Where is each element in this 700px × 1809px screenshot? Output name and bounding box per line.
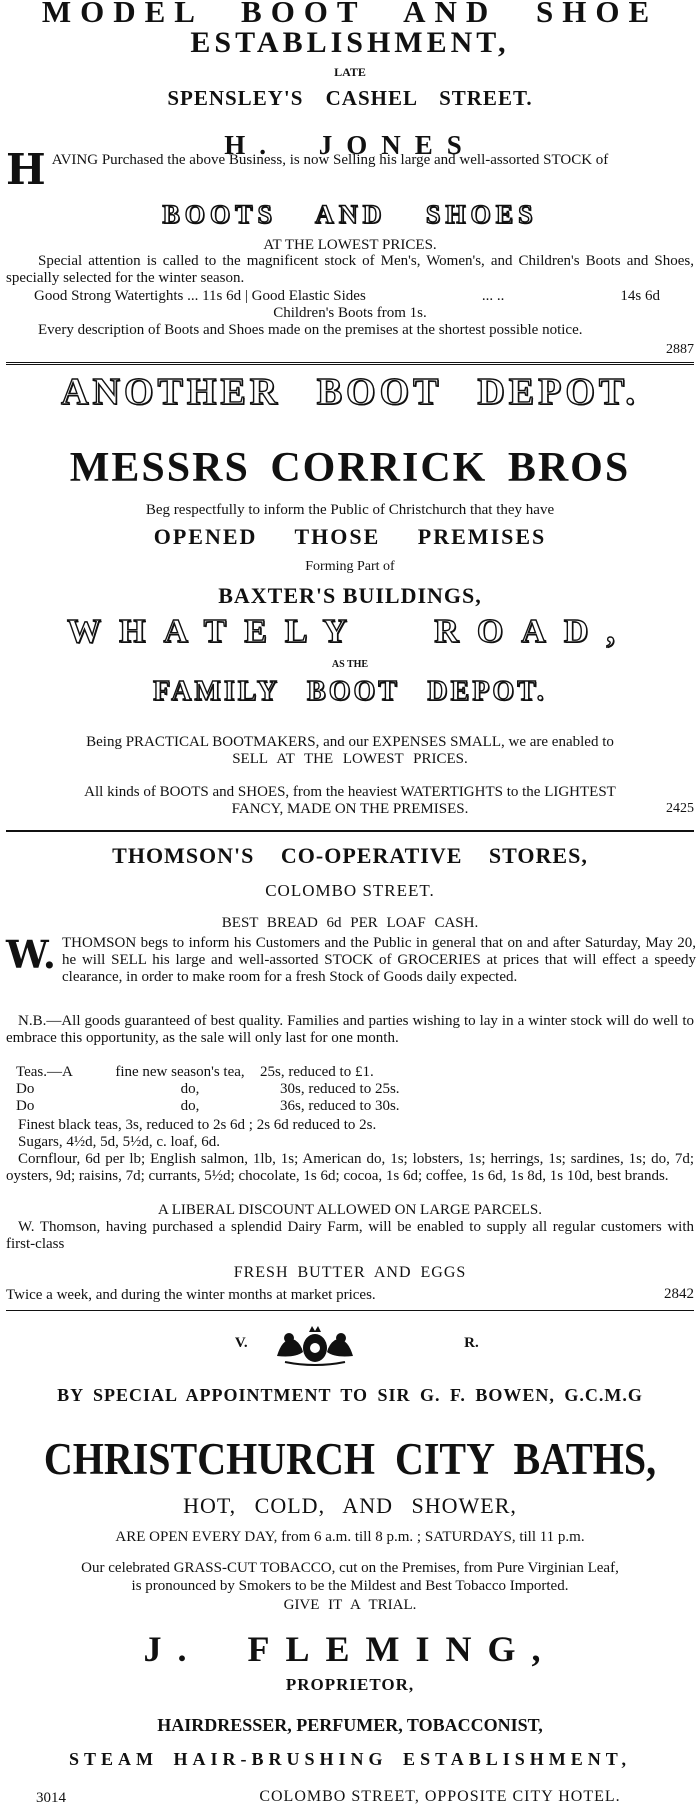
ad3-tea-list (0, 1064, 700, 1115)
ad2-practical: Being PRACTICAL BOOTMAKERS, and our EXPENSES SMALL, we are enabled to (86, 734, 614, 750)
ad1-price-right: 14s 6d (620, 288, 660, 304)
tea-col-c: 30s, reduced to 25s. (280, 1081, 400, 1097)
tea-col-b: do, (180, 1098, 200, 1114)
ad4-baths-title: CHRISTCHURCH CITY BATHS, (43, 1432, 657, 1485)
divider-3 (6, 1310, 694, 1311)
ad2-sell: SELL AT THE LOWEST PRICES. (232, 751, 468, 767)
ad4-hot-cold: HOT, COLD, AND SHOWER, (183, 1493, 517, 1518)
ad3-discount: A LIBERAL DISCOUNT ALLOWED ON LARGE PARCELS. (157, 1202, 543, 1218)
ad4-v: V. (234, 1335, 248, 1352)
royal-coat-of-arms-icon (265, 1322, 365, 1366)
ad3-tea-row (0, 1064, 700, 1081)
ad1-children-boots: Children's Boots from 1s. (273, 305, 427, 321)
ad4-trial: GIVE IT A TRIAL. (283, 1597, 417, 1613)
ad4-open-hours: ARE OPEN EVERY DAY, from 6 a.m. till 8 p.m. ; SATURDAYS, till 11 p.m. (115, 1529, 585, 1545)
tea-col-c: 36s, reduced to 30s. (280, 1098, 400, 1114)
ad2-kinds: All kinds of BOOTS and SHOES, from the heaviest WATERTIGHTS to the LIGHTEST (84, 784, 616, 800)
ad1-title-line2: ESTABLISHMENT, (190, 26, 510, 59)
ad1-ref-number: 2887 (666, 342, 694, 357)
ad2-road: WHATELY ROAD, (67, 613, 633, 650)
ad1-every-description: Every description of Boots and Shoes made on the premises at the shortest possible notice. (38, 322, 583, 338)
ad1-proprietor-name: H. JONES (224, 130, 476, 160)
ad3-sugars: Sugars, 4½d, 5d, 5½d, c. loaf, 6d. (18, 1134, 221, 1150)
ad2-beg: Beg respectfully to inform the Public of Christchurch that they have (145, 502, 555, 518)
ad1-late: LATE (334, 65, 366, 79)
ad2-buildings: BAXTER'S BUILDINGS, (218, 583, 482, 608)
ad1-lowest-prices: AT THE LOWEST PRICES. (263, 237, 437, 253)
ad4-r: R. (464, 1335, 479, 1352)
ad4-tobacco-line1: Our celebrated GRASS-CUT TOBACCO, cut on the Premises, from Pure Virginian Leaf, (81, 1560, 619, 1576)
ad3-bread: BEST BREAD 6d PER LOAF CASH. (221, 915, 479, 931)
tea-col-b: fine new season's tea, (115, 1064, 245, 1080)
ad1-intro-text: AVING Purchased the above Business, is now Selling his large and well-assorted STOCK of (51, 152, 609, 168)
ad3-dropcap: W. (6, 932, 56, 977)
ad2-family-depot: FAMILY BOOT DEPOT. (153, 676, 547, 707)
tea-col-a: Teas.—A (16, 1064, 73, 1080)
ad1-dropcap: H (6, 145, 46, 194)
ad4-proprietor: PROPRIETOR, (285, 1675, 415, 1694)
ad3-intro (6, 932, 696, 986)
ad3-intro-text: THOMSON begs to inform his Customers and the Public in general that on and after Saturday, May 20, he will SELL his large and well-assorted STOCK of GROCERIES at prices that will effect a speedy clearance, in order to make room for a fresh Stock of Goods daily expected. (62, 935, 696, 985)
ad3-cornflour: Cornflour, 6d per lb; English salmon, 1lb, 1s; American do, 1s; lobsters, 1s; herrings, 1s; sardines, 1s; do, 7d; oysters, 9d; raisins, 7d; currants, 5½d; chocolate, 1s 6d; cocoa, 1s 6d; coffee, 1s 6d, 1s 8d, 1s 10d, best brands. (6, 1151, 694, 1184)
ad2-opened: OPENED THOSE PREMISES (153, 524, 547, 549)
ad4-ref-number: 3014 (36, 1790, 66, 1806)
ad4-appointment: BY SPECIAL APPOINTMENT TO SIR G. F. BOWEN, G.C.M.G (57, 1385, 643, 1405)
ad1-price-row (0, 288, 700, 305)
divider-2 (6, 830, 694, 832)
royal-crest-row (0, 1322, 700, 1366)
ad3-dairy: W. Thomson, having purchased a splendid Dairy Farm, will be enabled to supply all regular customers with first-class (6, 1219, 694, 1252)
ad3-butter: FRESH BUTTER AND EGGS (233, 1264, 467, 1281)
ad3-title: THOMSON'S CO-OPERATIVE STORES, (112, 843, 588, 868)
ad2-ref-number: 2425 (666, 801, 694, 816)
tea-col-a: Do (16, 1081, 35, 1097)
ad3-tea-row (0, 1081, 700, 1098)
ad4-proprietor-name: J. FLEMING, (143, 1629, 557, 1669)
ad3-ref-number: 2842 (664, 1286, 694, 1302)
divider-1 (6, 362, 694, 365)
ad3-tea-row (0, 1098, 700, 1115)
ad1-former-owner: SPENSLEY'S CASHEL STREET. (167, 86, 533, 110)
ad2-firm-name: MESSRS CORRICK BROS (69, 445, 631, 491)
ad4-tobacco-line2: is pronounced by Smokers to be the Mildest and Best Tobacco Imported. (131, 1578, 569, 1594)
tea-col-a: Do (16, 1098, 35, 1114)
ad4-trades: HAIRDRESSER, PERFUMER, TOBACCONIST, (157, 1715, 543, 1735)
ad1-special-attention: Special attention is called to the magnificent stock of Men's, Women's, and Children's Boots and Shoes, specially selected for the winter season. (6, 253, 694, 286)
ad1-boots-heading: BOOTS AND SHOES (162, 200, 538, 229)
tea-col-b: do, (180, 1081, 200, 1097)
ad1-price-dots: ... .. (481, 288, 505, 304)
ad2-title: ANOTHER BOOT DEPOT. (61, 371, 639, 413)
ad3-black-teas: Finest black teas, 3s, reduced to 2s 6d ; 2s 6d reduced to 2s. (18, 1117, 377, 1133)
ad3-street: COLOMBO STREET. (265, 881, 435, 900)
ad2-as-the: AS THE (331, 659, 369, 670)
ad4-steam: STEAM HAIR-BRUSHING ESTABLISHMENT, (69, 1749, 631, 1769)
tea-col-c: 25s, reduced to £1. (260, 1064, 374, 1080)
ad2-fancy: FANCY, MADE ON THE PREMISES. (231, 801, 469, 817)
ad1-price-left: Good Strong Watertights ... 11s 6d | Good Elastic Sides (34, 288, 366, 304)
ad4-address: COLOMBO STREET, OPPOSITE CITY HOTEL. (259, 1788, 621, 1805)
ad1-title-line1: MODEL BOOT AND SHOE (41, 0, 659, 29)
ad3-twice: Twice a week, and during the winter months at market prices. (6, 1287, 376, 1303)
ad2-forming: Forming Part of (305, 559, 395, 574)
ad3-nb: N.B.—All goods guaranteed of best quality. Families and parties wishing to lay in a winter stock will do well to embrace this opportunity, as the sale will only last for one month. (6, 1013, 694, 1046)
